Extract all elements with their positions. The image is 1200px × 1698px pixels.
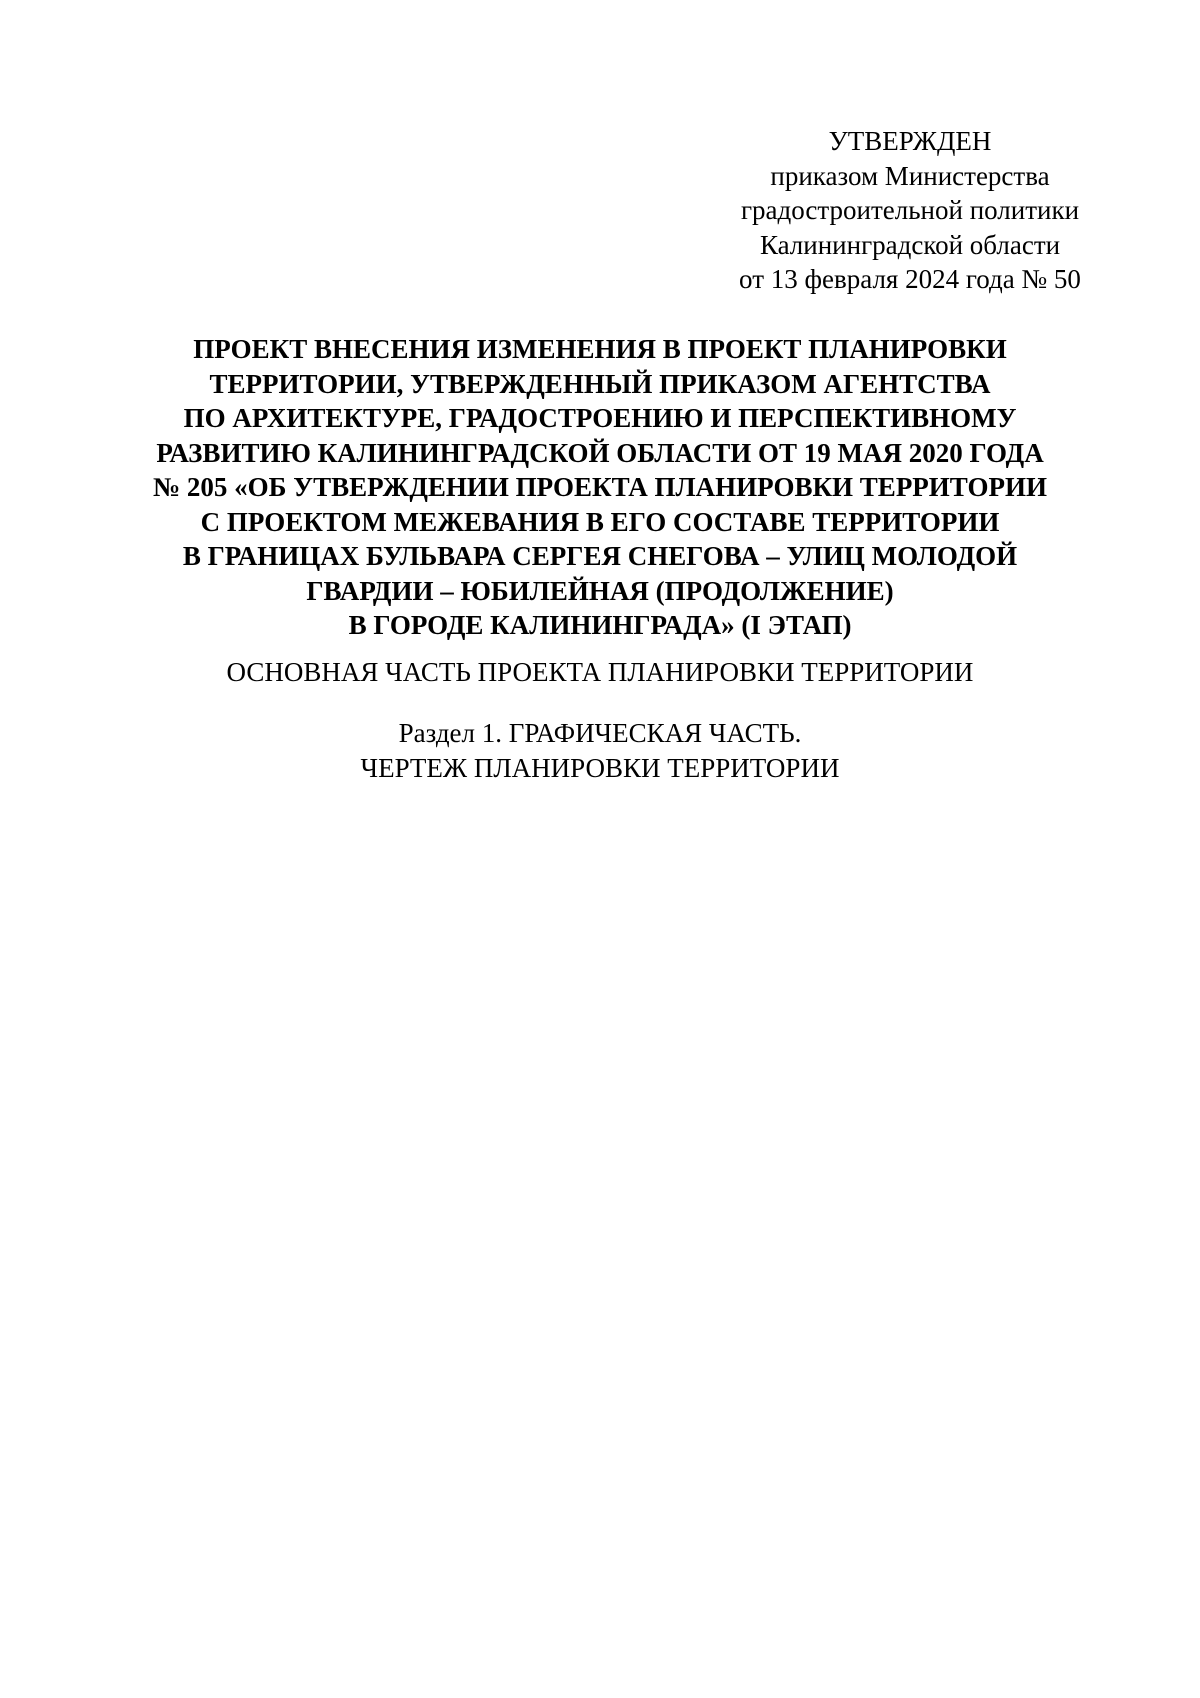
approval-line: Калининградской области [759, 229, 1061, 260]
approval-heading: УТВЕРЖДЕН [828, 126, 992, 156]
approval-line: приказом Министерства [770, 160, 1050, 191]
title-line: В ГРАНИЦАХ БУЛЬВАРА СЕРГЕЯ СНЕГОВА – УЛИЦ МОЛОДОЙ [182, 541, 1018, 571]
section-line: ЧЕРТЕЖ ПЛАНИРОВКИ ТЕРРИТОРИИ [360, 752, 840, 783]
title-line: ПО АРХИТЕКТУРЕ, ГРАДОСТРОЕНИЮ И ПЕРСПЕКТИВНОМУ [183, 403, 1017, 433]
title-line: РАЗВИТИЮ КАЛИНИНГРАДСКОЙ ОБЛАСТИ ОТ 19 МАЯ 2020 ГОДА [156, 437, 1044, 468]
section-heading [150, 716, 1050, 785]
title-line: С ПРОЕКТОМ МЕЖЕВАНИЯ В ЕГО СОСТАВЕ ТЕРРИТОРИИ [200, 506, 1000, 537]
title-line: ПРОЕКТ ВНЕСЕНИЯ ИЗМЕНЕНИЯ В ПРОЕКТ ПЛАНИРОВКИ [193, 334, 1007, 364]
approval-line: от 13 февраля 2024 года № 50 [739, 264, 1081, 294]
main-part-heading: ОСНОВНАЯ ЧАСТЬ ПРОЕКТА ПЛАНИРОВКИ ТЕРРИТОРИИ [226, 657, 974, 687]
section-line: Раздел 1. ГРАФИЧЕСКАЯ ЧАСТЬ. [398, 718, 802, 748]
title-line: В ГОРОДЕ КАЛИНИНГРАДА» (I ЭТАП) [348, 610, 852, 640]
document-title [150, 332, 1050, 643]
title-line: № 205 «ОБ УТВЕРЖДЕНИИ ПРОЕКТА ПЛАНИРОВКИ ТЕРРИТОРИИ [153, 472, 1047, 502]
approval-line: градостроительной политики [740, 195, 1080, 225]
title-line: ГВАРДИИ – ЮБИЛЕЙНАЯ (ПРОДОЛЖЕНИЕ) [306, 575, 894, 606]
approval-stamp [680, 124, 1140, 297]
title-line: ТЕРРИТОРИИ, УТВЕРЖДЕННЫЙ ПРИКАЗОМ АГЕНТСТВА [209, 368, 991, 399]
